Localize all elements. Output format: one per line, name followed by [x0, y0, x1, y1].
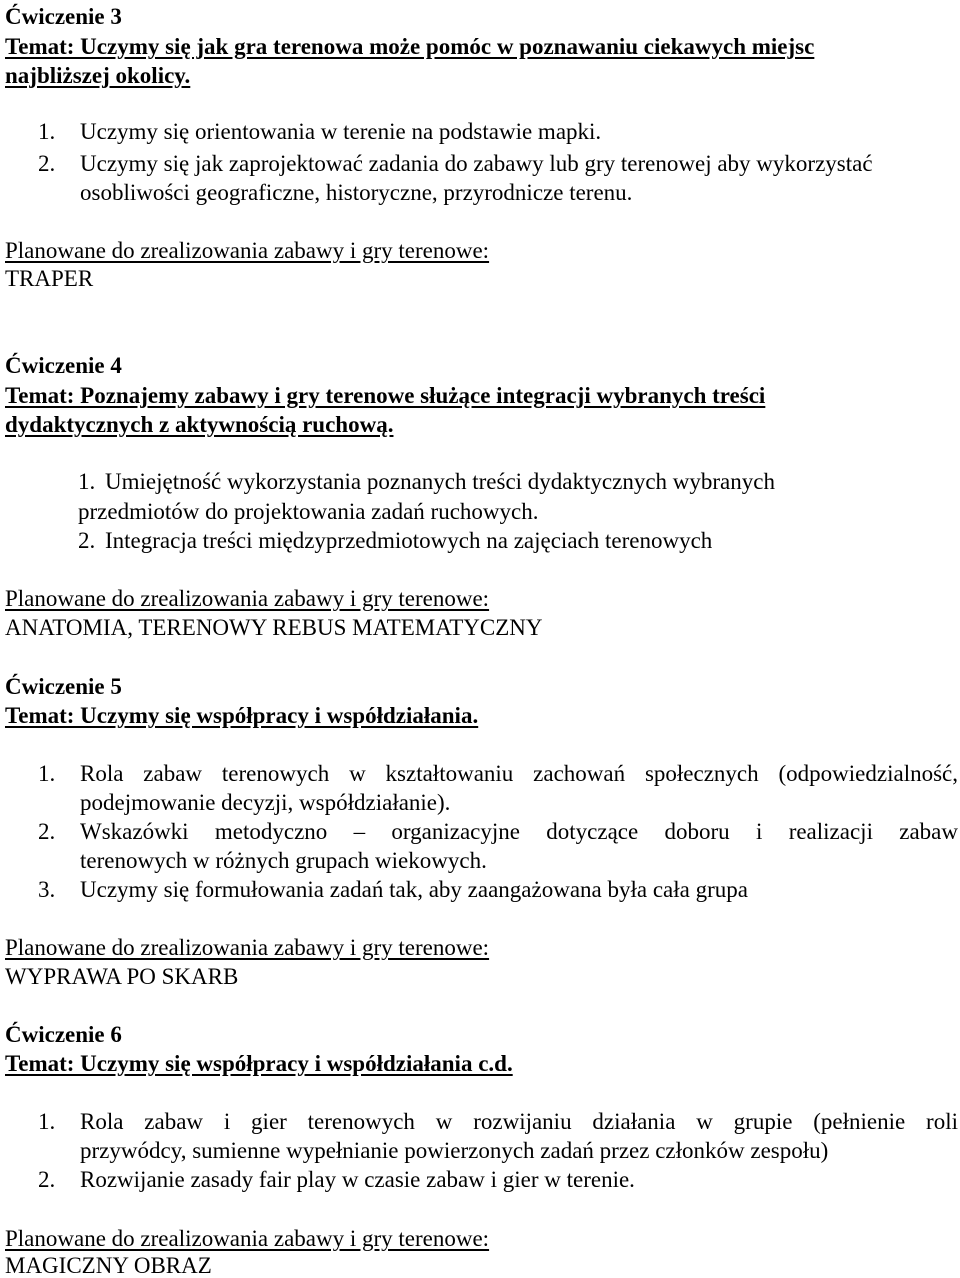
ex5-item2-text-line2: terenowych w różnych grupach wiekowych.	[80, 848, 487, 873]
ex5-planned-label: Planowane do zrealizowania zabawy i gry terenowe:	[5, 935, 490, 960]
ex3-planned-value: TRAPER	[5, 266, 94, 291]
ex6-item2-number: 2.	[38, 1167, 56, 1192]
ex5-item3-number: 3.	[38, 877, 56, 902]
ex3-item2-text-line1: Uczymy się jak zaprojektować zadania do zabawy lub gry terenowej aby wykorzystać	[80, 151, 873, 176]
ex3-topic-line2: najbliższej okolicy.	[5, 63, 191, 88]
ex3-item2-number: 2.	[38, 151, 56, 176]
ex4-item1-number: 1.	[78, 469, 96, 494]
ex4-planned-value: ANATOMIA, TERENOWY REBUS MATEMATYCZNY	[5, 615, 543, 640]
ex4-item1-text-line1: Umiejętność wykorzystania poznanych treści dydaktycznych wybranych	[105, 469, 775, 494]
ex5-item3-text: Uczymy się formułowania zadań tak, aby zaangażowana była cała grupa	[80, 877, 748, 902]
ex4-planned-label: Planowane do zrealizowania zabawy i gry terenowe:	[5, 586, 490, 611]
ex4-topic-line1: Temat: Poznajemy zabawy i gry terenowe służące integracji wybranych treści	[5, 383, 766, 408]
ex6-heading: Ćwiczenie 6	[5, 1022, 122, 1047]
ex5-item1-number: 1.	[38, 761, 56, 786]
ex3-planned-label: Planowane do zrealizowania zabawy i gry terenowe:	[5, 238, 490, 263]
ex3-item2-text-line2: osobliwości geograficzne, historyczne, przyrodnicze terenu.	[80, 180, 633, 205]
ex3-heading: Ćwiczenie 3	[5, 4, 122, 29]
ex5-item2-text-line1: Wskazówki metodyczno – organizacyjne dotyczące doboru i realizacji zabaw	[80, 819, 958, 844]
ex5-planned-value: WYPRAWA PO SKARB	[5, 964, 239, 989]
ex3-item1-text: Uczymy się orientowania w terenie na podstawie mapki.	[80, 119, 602, 144]
ex4-heading: Ćwiczenie 4	[5, 353, 122, 378]
ex4-item2-text: Integracja treści międzyprzedmiotowych na zajęciach terenowych	[105, 528, 713, 553]
ex6-item1-text-line2: przywódcy, sumienne wypełnianie powierzonych zadań przez członków zespołu)	[80, 1138, 829, 1163]
ex5-item1-text-line1: Rola zabaw terenowych w kształtowaniu zachowań społecznych (odpowiedzialność,	[80, 761, 958, 786]
ex5-topic: Temat: Uczymy się współpracy i współdziałania.	[5, 703, 479, 728]
ex4-item2-number: 2.	[78, 528, 96, 553]
ex6-item2-text: Rozwijanie zasady fair play w czasie zabaw i gier w terenie.	[80, 1167, 635, 1192]
ex6-item1-text-line1: Rola zabaw i gier terenowych w rozwijaniu działania w grupie (pełnienie roli	[80, 1109, 958, 1134]
ex3-topic-line1: Temat: Uczymy się jak gra terenowa może pomóc w poznawaniu ciekawych miejsc	[5, 34, 815, 59]
ex4-item1-text-line2: przedmiotów do projektowania zadań ruchowych.	[78, 499, 539, 524]
ex6-planned-value: MAGICZNY OBRAZ	[5, 1253, 212, 1278]
ex6-planned-label: Planowane do zrealizowania zabawy i gry terenowe:	[5, 1226, 490, 1251]
ex4-topic-line2: dydaktycznych z aktywnością ruchową.	[5, 412, 394, 437]
ex5-item2-number: 2.	[38, 819, 56, 844]
ex5-heading: Ćwiczenie 5	[5, 674, 122, 699]
ex6-item1-number: 1.	[38, 1109, 56, 1134]
ex3-item1-number: 1.	[38, 119, 56, 144]
ex6-topic: Temat: Uczymy się współpracy i współdziałania c.d.	[5, 1051, 513, 1076]
ex5-item1-text-line2: podejmowanie decyzji, współdziałanie).	[80, 790, 451, 815]
